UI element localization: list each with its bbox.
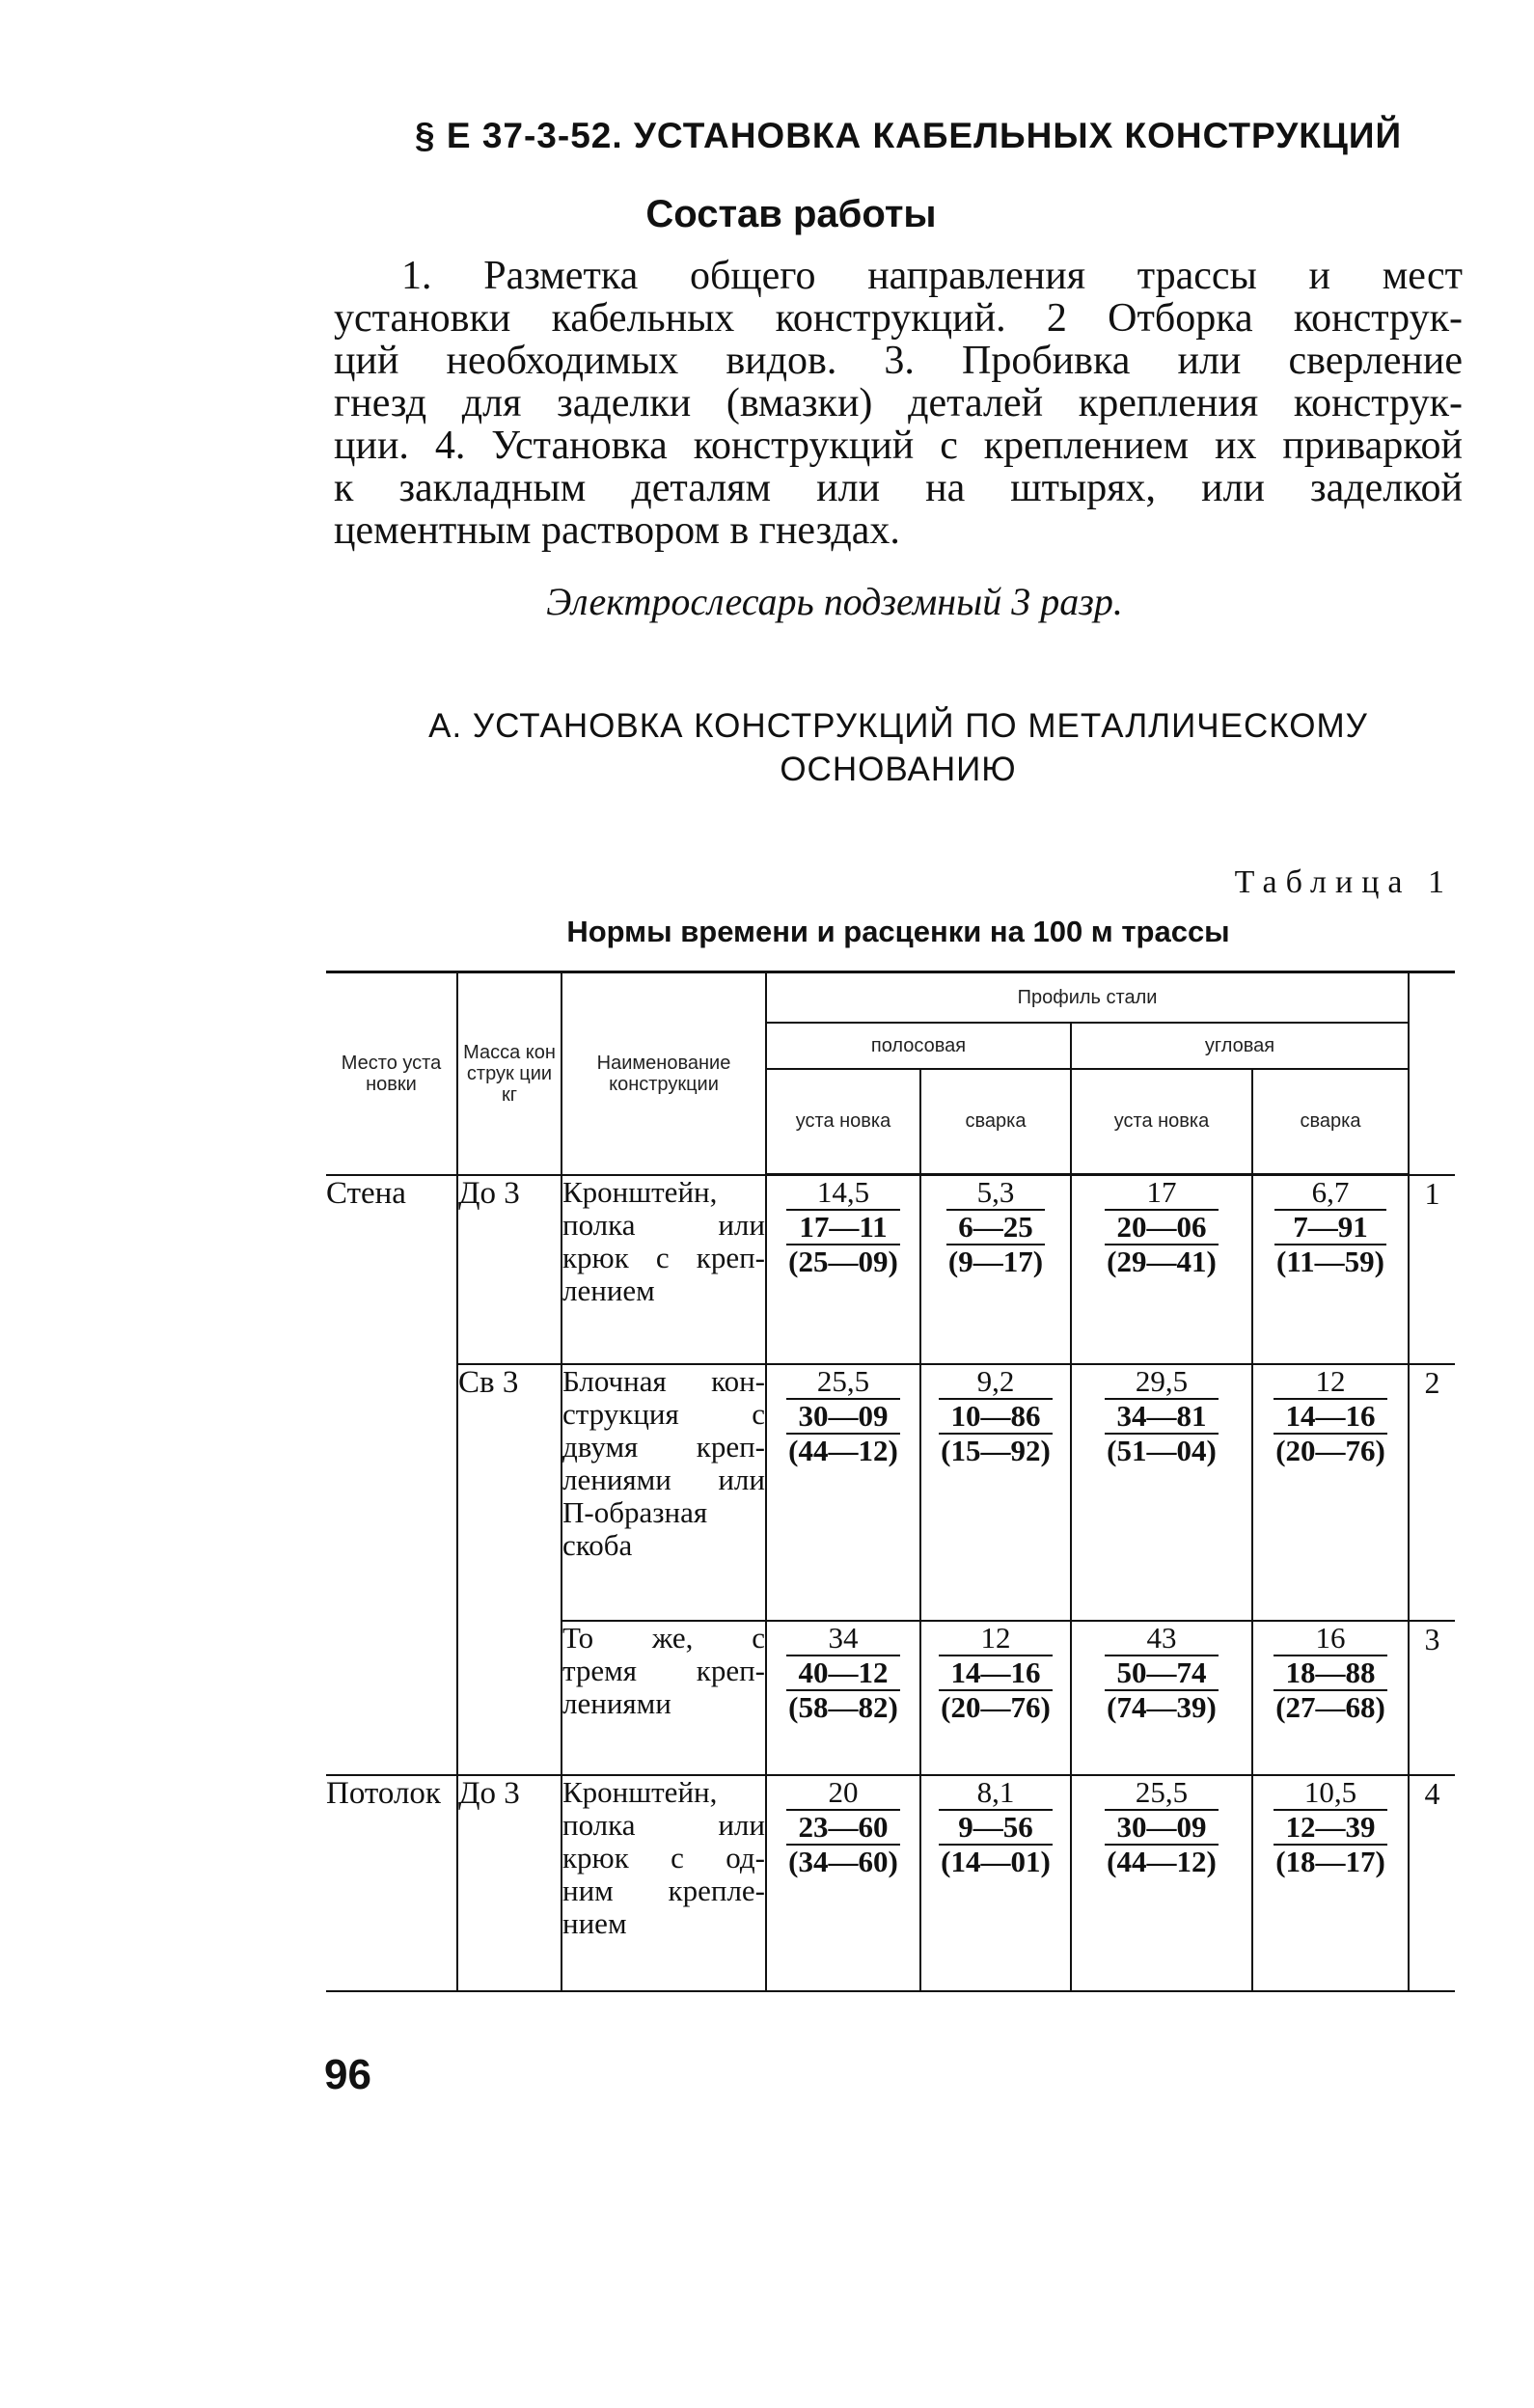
name-line: П-образная: [562, 1494, 708, 1529]
header-strip-weld: сварка: [920, 1069, 1071, 1175]
time-norm: 5,3: [946, 1176, 1045, 1211]
price-alt: (20—76): [941, 1689, 1051, 1724]
time-norm: 6,7: [1274, 1176, 1386, 1211]
time-norm: 12: [1274, 1365, 1387, 1400]
name-line: двумя креп-: [562, 1429, 765, 1464]
name-line: лениями или: [562, 1462, 765, 1496]
row-number: 2: [1409, 1364, 1455, 1621]
row-number: 4: [1409, 1775, 1455, 1991]
header-profile: Профиль стали: [766, 972, 1409, 1023]
time-norm: 34: [786, 1622, 900, 1656]
price-alt: (44—12): [788, 1433, 898, 1467]
price-alt: (58—82): [788, 1689, 898, 1724]
name-line: ним крепле-: [562, 1873, 765, 1907]
row-number: 1: [1409, 1175, 1455, 1364]
price: 40—12: [786, 1656, 900, 1691]
body-line: ции. 4. Установка конструкций с креплением их приваркой: [334, 424, 1463, 468]
time-norm: 25,5: [786, 1365, 900, 1400]
row-number: 3: [1409, 1621, 1455, 1775]
value-cell: [920, 1621, 1071, 1775]
time-norm: 25,5: [1105, 1776, 1219, 1811]
value-cell: [766, 1621, 920, 1775]
value-cell: [1071, 1175, 1252, 1364]
name-line: Кронштейн,: [562, 1174, 718, 1209]
name-line: Блочная кон-: [562, 1363, 765, 1398]
name-cell: [562, 1621, 766, 1775]
value-cell: [1252, 1175, 1409, 1364]
time-norm: 10,5: [1274, 1776, 1387, 1811]
price: 18—88: [1274, 1656, 1387, 1691]
price-alt: (15—92): [941, 1433, 1051, 1467]
price-alt: (34—60): [788, 1844, 898, 1878]
table-row: [326, 1175, 1455, 1364]
price-alt: (74—39): [1107, 1689, 1217, 1724]
value-cell: [766, 1175, 920, 1364]
name-line: крюк с креп-: [562, 1240, 765, 1274]
price: 14—16: [1274, 1400, 1387, 1435]
body-line: 1. Разметка общего направления трассы и мест: [401, 254, 1463, 298]
value-cell: [766, 1775, 920, 1991]
header-angle: угловая: [1071, 1023, 1409, 1069]
value-cell: [1252, 1621, 1409, 1775]
price-alt: (27—68): [1275, 1689, 1385, 1724]
time-norm: 9,2: [939, 1365, 1053, 1400]
time-norm: 8,1: [939, 1776, 1053, 1811]
header-mass: Масса кон струк ции кг: [457, 972, 562, 1175]
price-alt: (20—76): [1275, 1433, 1385, 1467]
price: 23—60: [786, 1811, 900, 1846]
value-cell: [766, 1364, 920, 1621]
header-place: Место уста новки: [326, 972, 457, 1175]
name-line: полка или: [562, 1207, 765, 1242]
header-strip-install: уста новка: [766, 1069, 920, 1175]
time-norm: 29,5: [1105, 1365, 1219, 1400]
time-norm: 17: [1105, 1176, 1219, 1211]
price-alt: (44—12): [1107, 1844, 1217, 1878]
name-line: То же, с: [562, 1620, 765, 1655]
page-number: 96: [324, 2051, 371, 2098]
value-cell: [1252, 1775, 1409, 1991]
section-title: § Е 37-3-52. УСТАНОВКА КАБЕЛЬНЫХ КОНСТРУКЦИЙ: [415, 116, 1403, 155]
table-row: [326, 1775, 1455, 1991]
time-norm: 14,5: [786, 1176, 900, 1211]
value-cell: [1071, 1364, 1252, 1621]
time-norm: 20: [786, 1776, 900, 1811]
body-line: установки кабельных конструкций. 2 Отборка конструк-: [334, 296, 1463, 341]
name-cell: [562, 1175, 766, 1364]
name-line: тремя креп-: [562, 1653, 765, 1687]
value-cell: [920, 1775, 1071, 1991]
name-line: нием: [562, 1905, 627, 1940]
body-line: к закладным деталям или на штырях, или заделкой: [334, 466, 1463, 510]
body-line: гнезд для заделки (вмазки) деталей крепления конструк-: [334, 381, 1463, 425]
time-norm: 16: [1274, 1622, 1387, 1656]
header-strip: полосовая: [766, 1023, 1071, 1069]
value-cell: [1071, 1621, 1252, 1775]
price-alt: (18—17): [1275, 1844, 1385, 1878]
price: 50—74: [1105, 1656, 1219, 1691]
place-cell: Потолок: [326, 1775, 457, 1991]
price: 20—06: [1105, 1211, 1219, 1245]
price-alt: (29—41): [1107, 1245, 1217, 1278]
price: 7—91: [1274, 1211, 1386, 1245]
section-a-heading: [334, 704, 1463, 791]
value-cell: [920, 1364, 1071, 1621]
header-number: [1409, 972, 1455, 1175]
table-row: [326, 1364, 1455, 1621]
place-cell: Стена: [326, 1175, 457, 1775]
price: 17—11: [786, 1211, 900, 1245]
price: 34—81: [1105, 1400, 1219, 1435]
table-caption: Нормы времени и расценки на 100 м трассы: [566, 915, 1230, 948]
worker-grade: Электрослесарь подземный 3 разр.: [546, 580, 1123, 623]
price-alt: (51—04): [1107, 1433, 1217, 1467]
value-cell: [1252, 1364, 1409, 1621]
price: 12—39: [1274, 1811, 1387, 1846]
name-line: лениями: [562, 1685, 671, 1720]
header-angle-install: уста новка: [1071, 1069, 1252, 1175]
name-cell: [562, 1364, 766, 1621]
norms-table: [326, 971, 1455, 1992]
section-a-line: ОСНОВАНИЮ: [780, 751, 1017, 788]
header-angle-weld: сварка: [1252, 1069, 1409, 1175]
price: 30—09: [1105, 1811, 1219, 1846]
price-alt: (14—01): [941, 1844, 1051, 1878]
name-line: скоба: [562, 1527, 633, 1562]
price: 14—16: [939, 1656, 1053, 1691]
mass-cell: Св 3: [457, 1364, 562, 1775]
price-alt: (11—59): [1276, 1245, 1384, 1278]
name-line: Кронштейн,: [562, 1774, 718, 1809]
section-a-line: А. УСТАНОВКА КОНСТРУКЦИЙ ПО МЕТАЛЛИЧЕСКОМУ: [428, 707, 1368, 745]
mass-cell: До 3: [457, 1175, 562, 1364]
body-line: цементным раствором в гнездах.: [334, 508, 900, 553]
time-norm: 43: [1105, 1622, 1219, 1656]
work-description: [334, 255, 1463, 552]
name-line: лением: [562, 1272, 655, 1307]
price: 10—86: [939, 1400, 1053, 1435]
time-norm: 12: [939, 1622, 1053, 1656]
price-alt: (9—17): [947, 1245, 1044, 1278]
value-cell: [920, 1175, 1071, 1364]
name-line: струкция с: [562, 1396, 765, 1431]
name-line: крюк с од-: [562, 1840, 765, 1874]
name-cell: [562, 1775, 766, 1991]
price: 9—56: [939, 1811, 1053, 1846]
body-line: ций необходимых видов. 3. Пробивка или сверление: [334, 339, 1463, 383]
work-composition-heading: Состав работы: [645, 193, 937, 235]
table-label: Таблица 1: [1234, 864, 1453, 900]
price: 6—25: [946, 1211, 1045, 1245]
price: 30—09: [786, 1400, 900, 1435]
name-line: полка или: [562, 1807, 765, 1842]
price-alt: (25—09): [788, 1245, 898, 1278]
value-cell: [1071, 1775, 1252, 1991]
mass-cell: До 3: [457, 1775, 562, 1991]
header-name: Наименование конструкции: [562, 972, 766, 1175]
